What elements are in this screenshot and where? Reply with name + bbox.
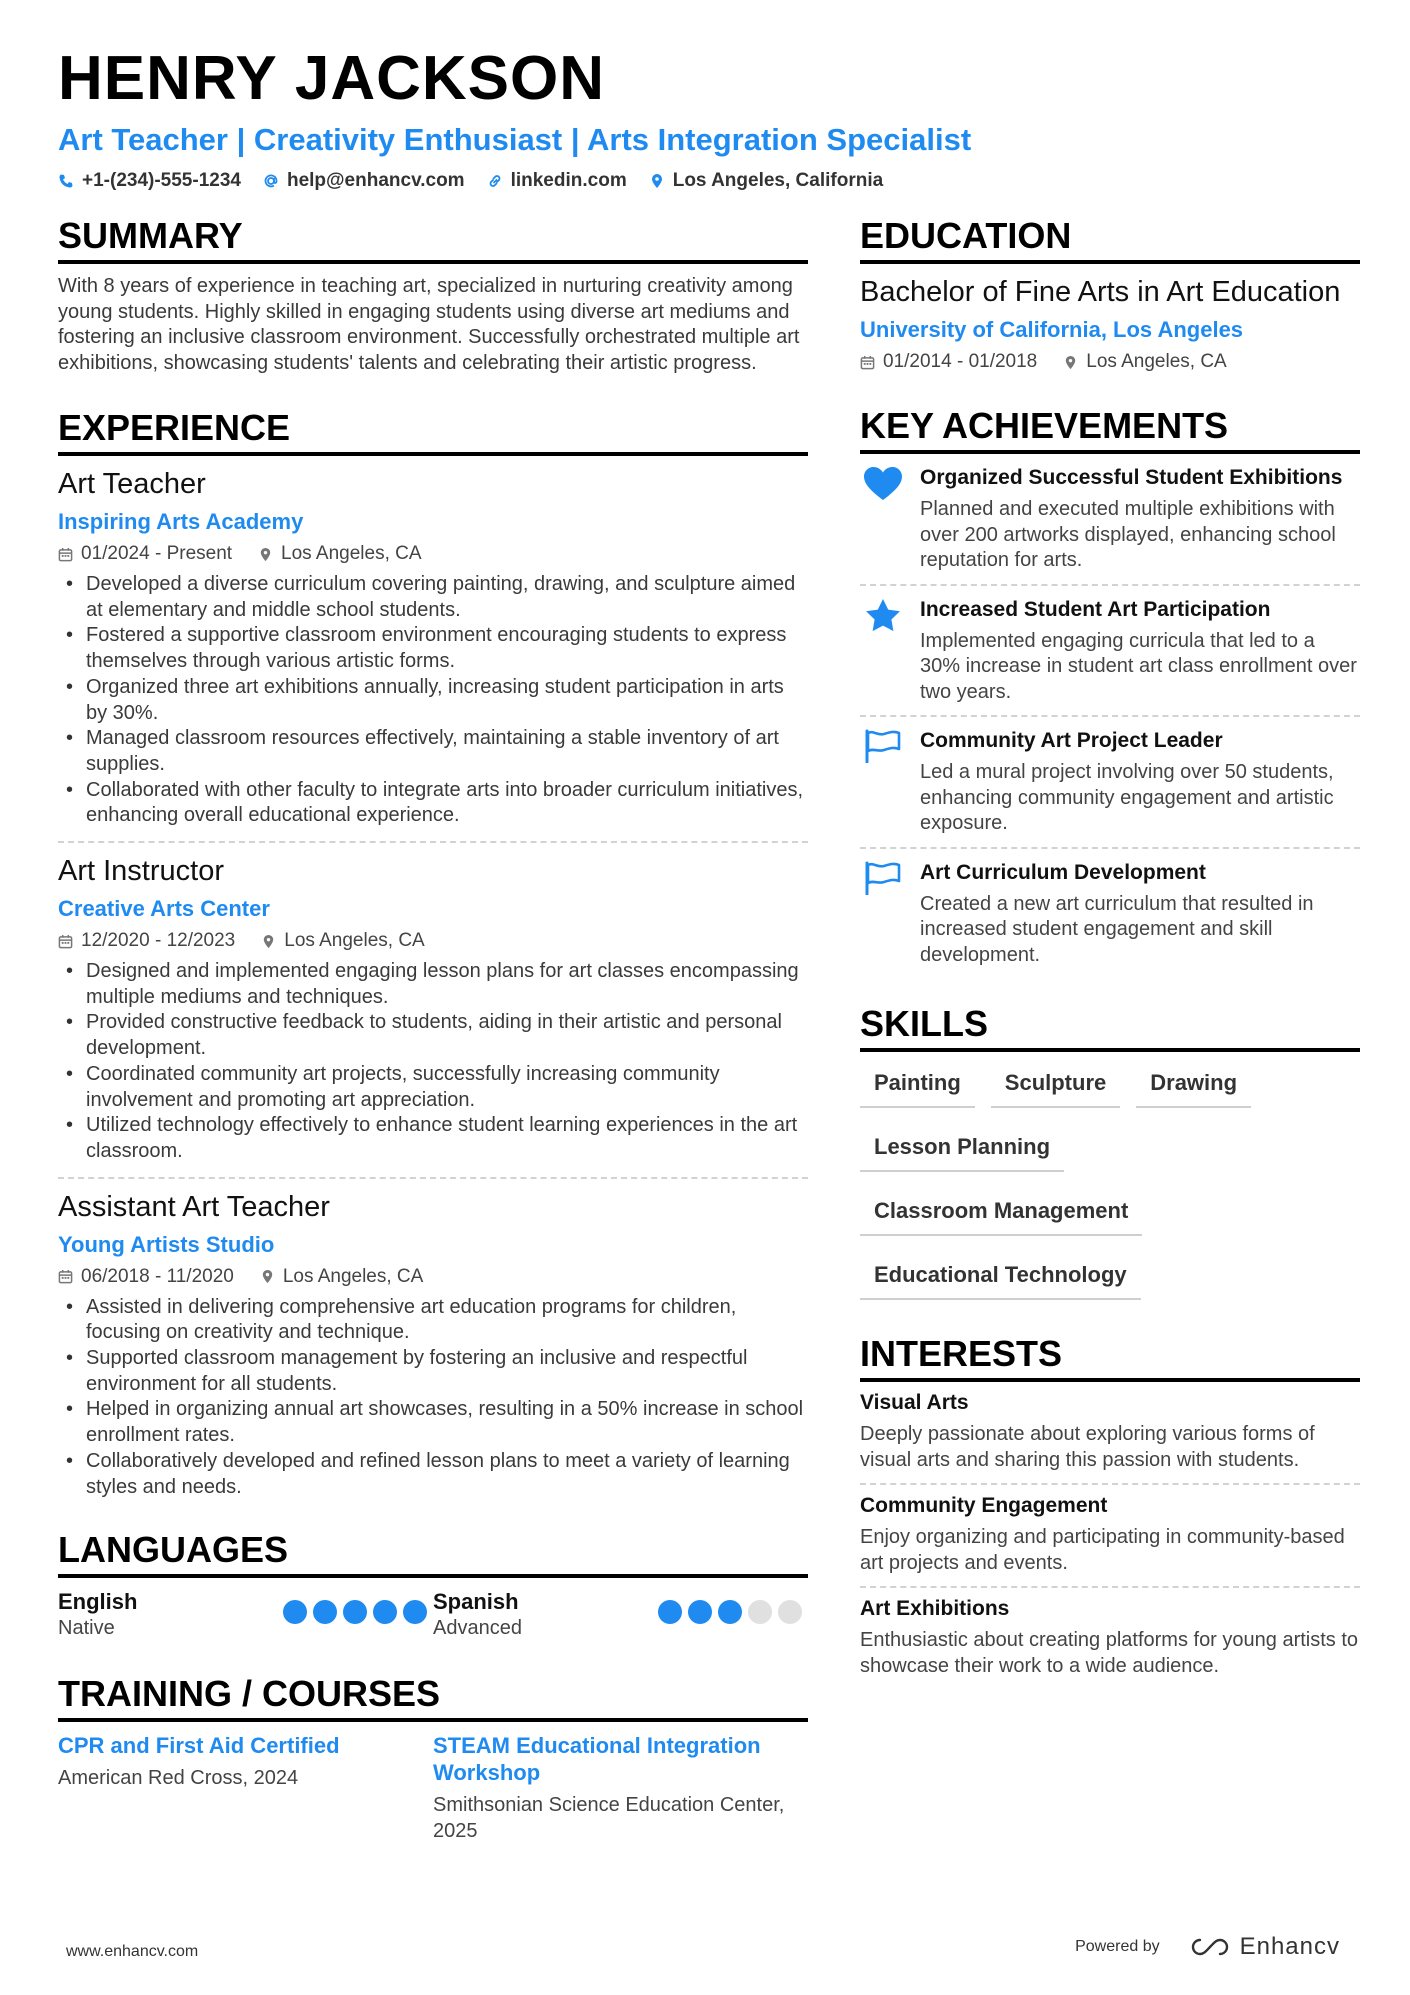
job-location-text: Los Angeles, CA: [284, 930, 425, 952]
job-bullet: • Organized three art exhibitions annually, increasing student participation in arts by 30%.: [58, 675, 808, 726]
language-name: English: [58, 1589, 138, 1615]
training-item: [433, 1732, 808, 1844]
job-dates: [58, 929, 235, 953]
right-column: [860, 214, 1360, 1719]
training-org: American Red Cross, 2024: [58, 1767, 299, 1790]
job-dates-text: 12/2020 - 12/2023: [81, 930, 236, 952]
rating-dot-filled: [343, 1600, 367, 1624]
location-text: Los Angeles, California: [672, 170, 884, 191]
job-entry: [58, 1179, 808, 1513]
job-bullet: • Coordinated community art projects, successfully increasing community involvement and promoting art appreciation.: [58, 1062, 808, 1113]
skill-tag: Painting: [860, 1058, 975, 1108]
achievement-desc: Led a mural project involving over 50 students, enhancing community engagement and artistic exposure.: [920, 761, 1334, 834]
interest-title: Community Engagement: [860, 1494, 1108, 1517]
skill-tag: Lesson Planning: [860, 1122, 1064, 1172]
job-dates-text: 01/2024 - Present: [81, 543, 233, 564]
interest-title: Art Exhibitions: [860, 1597, 1010, 1620]
rating-dot-filled: [313, 1600, 337, 1624]
job-bullet: • Developed a diverse curriculum covering painting, drawing, and sculpture aimed at elementary and middle school students.: [58, 572, 808, 623]
job-bullet: • Collaboratively developed and refined lesson plans to meet a variety of learning styles and needs.: [58, 1449, 808, 1500]
achievement-item: [860, 454, 1360, 586]
language-name: Spanish: [433, 1589, 519, 1615]
education-meta: [860, 350, 1360, 374]
left-column: [58, 214, 808, 1874]
skill-tag: Educational Technology: [860, 1250, 1141, 1300]
job-bullet: • Collaborated with other faculty to integrate arts into broader curriculum initiatives, enhancing overall educational experience.: [58, 778, 808, 829]
job-company: Creative Arts Center: [58, 896, 270, 922]
training-list: [58, 1732, 808, 1844]
language-item: [58, 1588, 433, 1642]
training-name: STEAM Educational Integration Workshop: [433, 1733, 761, 1786]
location-pin-icon: [258, 547, 273, 562]
education-dates-text: 01/2014 - 01/2018: [883, 351, 1038, 372]
job-meta: [58, 929, 808, 953]
calendar-icon: [58, 934, 73, 949]
achievement-title: Community Art Project Leader: [920, 729, 1223, 752]
job-meta: [58, 542, 808, 566]
job-bullet: • Provided constructive feedback to students, aiding in their artistic and personal development.: [58, 1010, 808, 1061]
heart-icon: [863, 466, 903, 502]
star-icon: [865, 598, 901, 632]
contact-linkedin[interactable]: [487, 170, 627, 192]
school: University of California, Los Angeles: [860, 317, 1244, 342]
interest-item: [860, 1588, 1360, 1689]
job-entry: [58, 843, 808, 1179]
linkedin-text: linkedin.com: [510, 170, 627, 191]
degree: Bachelor of Fine Arts in Art Education: [860, 276, 1341, 308]
contact-location: [649, 170, 883, 192]
education-location-text: Los Angeles, CA: [1086, 351, 1227, 372]
education-location: [1063, 350, 1226, 374]
job-bullets: [58, 572, 808, 829]
job-bullet: • Supported classroom management by fostering an inclusive and respectful environment for all students.: [58, 1346, 808, 1397]
job-bullets: [58, 1295, 808, 1501]
achievement-desc: Created a new art curriculum that resulted in increased student engagement and skill development.: [920, 892, 1314, 966]
calendar-icon: [58, 1269, 73, 1284]
job-bullets: [58, 959, 808, 1165]
calendar-icon: [860, 355, 875, 370]
achievement-item: [860, 717, 1360, 849]
languages-section: [58, 1528, 808, 1642]
job-bullet: • Assisted in delivering comprehensive art education programs for children, focusing on creativity and technique.: [58, 1295, 808, 1346]
job-bullet: • Utilized technology effectively to enhance student learning experiences in the art classroom.: [58, 1113, 808, 1164]
job-bullet: • Helped in organizing annual art showcases, resulting in a 50% increase in school enrollment rates.: [58, 1397, 808, 1448]
rating-dot-filled: [373, 1600, 397, 1624]
achievement-desc: Implemented engaging curricula that led to a 30% increase in student art class enrollment over two years.: [920, 629, 1357, 703]
interest-desc: Deeply passionate about exploring various forms of visual arts and sharing this passion with students.: [860, 1423, 1315, 1471]
interest-desc: Enthusiastic about creating platforms for young artists to showcase their work to a wide audience.: [860, 1629, 1359, 1677]
section-title-training: TRAINING / COURSES: [58, 1672, 808, 1722]
achievement-title: Increased Student Art Participation: [920, 597, 1271, 621]
job-location: [258, 542, 421, 566]
achievement-title: Art Curriculum Development: [920, 860, 1206, 884]
skill-tag: Drawing: [1136, 1058, 1251, 1108]
rating-dot-filled: [283, 1600, 307, 1624]
language-list: [58, 1588, 808, 1642]
skill-list: [860, 1058, 1360, 1314]
job-bullet: • Designed and implemented engaging lesson plans for art classes encompassing multiple mediums and techniques.: [58, 959, 808, 1010]
interests-section: [860, 1332, 1360, 1689]
training-org: Smithsonian Science Education Center, 2025: [433, 1794, 785, 1843]
location-pin-icon: [260, 1269, 275, 1284]
skill-tag: Sculpture: [991, 1058, 1120, 1108]
job-location: [261, 929, 424, 953]
language-rating: [283, 1588, 427, 1642]
at-icon: [263, 173, 279, 189]
phone-icon: [58, 173, 74, 189]
training-item: [58, 1732, 433, 1844]
rating-dot-filled: [658, 1600, 682, 1624]
training-name: CPR and First Aid Certified: [58, 1733, 340, 1759]
footer-branding: [1075, 1933, 1340, 1961]
job-location: [260, 1265, 423, 1289]
contact-email[interactable]: [263, 170, 465, 192]
footer-website[interactable]: www.enhancv.com: [66, 1943, 199, 1960]
job-dates: [58, 1265, 234, 1289]
achievement-item: [860, 586, 1360, 718]
job-entry: [58, 456, 808, 843]
section-title-languages: LANGUAGES: [58, 1528, 808, 1578]
brand-name: Enhancv: [1239, 1933, 1340, 1960]
rating-dot-filled: [403, 1600, 427, 1624]
experience-section: [58, 406, 808, 1512]
achievements-section: [860, 404, 1360, 978]
location-pin-icon: [649, 173, 665, 189]
flag-icon: [864, 729, 902, 763]
job-dates: [58, 542, 232, 566]
location-pin-icon: [1063, 355, 1078, 370]
summary-text: With 8 years of experience in teaching art, specialized in nurturing creativity among young students. Highly skilled in engaging students using diverse art mediums and fostering an inclusive classroom environment. Successfully orchestrated multiple art exhibitions, showcasing students' talents and celebrating their artistic progress.: [58, 275, 800, 374]
email-text: help@enhancv.com: [286, 170, 465, 191]
language-rating: [658, 1588, 802, 1642]
job-location-text: Los Angeles, CA: [282, 1265, 424, 1287]
interest-item: [860, 1485, 1360, 1588]
phone-text: +1-(234)-555-1234: [82, 170, 241, 191]
language-item: [433, 1588, 808, 1642]
location-pin-icon: [261, 934, 276, 949]
summary-section: [58, 214, 808, 376]
brand-logo[interactable]: [1188, 1933, 1340, 1961]
job-meta: [58, 1265, 808, 1289]
job-bullet: • Managed classroom resources effectively, maintaining a stable inventory of art supplies.: [58, 726, 808, 777]
achievement-item: [860, 849, 1360, 979]
job-bullet: • Fostered a supportive classroom environment encouraging students to express themselves through various artistic forms.: [58, 623, 808, 674]
section-title-summary: SUMMARY: [58, 214, 808, 264]
rating-dot-empty: [778, 1600, 802, 1624]
contact-row: [58, 170, 1358, 192]
skill-tag: Classroom Management: [860, 1186, 1142, 1236]
rating-dot-filled: [688, 1600, 712, 1624]
job-role: Assistant Art Teacher: [58, 1190, 330, 1223]
enhancv-logo-icon: [1188, 1936, 1232, 1958]
section-title-achievements: KEY ACHIEVEMENTS: [860, 404, 1360, 454]
skills-section: [860, 1002, 1360, 1314]
flag-icon: [864, 861, 902, 895]
powered-by-label: Powered by: [1075, 1938, 1160, 1955]
candidate-name: HENRY JACKSON: [58, 44, 605, 113]
job-dates-text: 06/2018 - 11/2020: [81, 1265, 234, 1287]
achievement-title: Organized Successful Student Exhibitions: [920, 466, 1343, 489]
job-location-text: Los Angeles, CA: [281, 543, 422, 564]
interest-title: Visual Arts: [860, 1391, 969, 1414]
interest-item: [860, 1382, 1360, 1485]
headline: Art Teacher | Creativity Enthusiast | Arts Integration Specialist: [58, 122, 972, 157]
education-section: [860, 214, 1360, 374]
link-icon: [487, 173, 503, 189]
job-company: Young Artists Studio: [58, 1231, 275, 1257]
education-dates: [860, 350, 1037, 374]
achievement-desc: Planned and executed multiple exhibitions with over 200 artworks displayed, enhancing school reputation for arts.: [920, 498, 1336, 571]
rating-dot-filled: [718, 1600, 742, 1624]
job-role: Art Teacher: [58, 468, 206, 500]
training-section: [58, 1672, 808, 1844]
section-title-experience: EXPERIENCE: [58, 406, 808, 456]
job-role: Art Instructor: [58, 855, 224, 888]
job-company: Inspiring Arts Academy: [58, 509, 304, 534]
calendar-icon: [58, 547, 73, 562]
section-title-skills: SKILLS: [860, 1002, 1360, 1052]
language-level: Native: [58, 1617, 115, 1640]
resume-header: [58, 42, 1358, 192]
rating-dot-empty: [748, 1600, 772, 1624]
interest-desc: Enjoy organizing and participating in community-based art projects and events.: [860, 1526, 1345, 1574]
section-title-education: EDUCATION: [860, 214, 1360, 264]
contact-phone: [58, 170, 241, 192]
section-title-interests: INTERESTS: [860, 1332, 1360, 1382]
language-level: Advanced: [433, 1617, 522, 1640]
